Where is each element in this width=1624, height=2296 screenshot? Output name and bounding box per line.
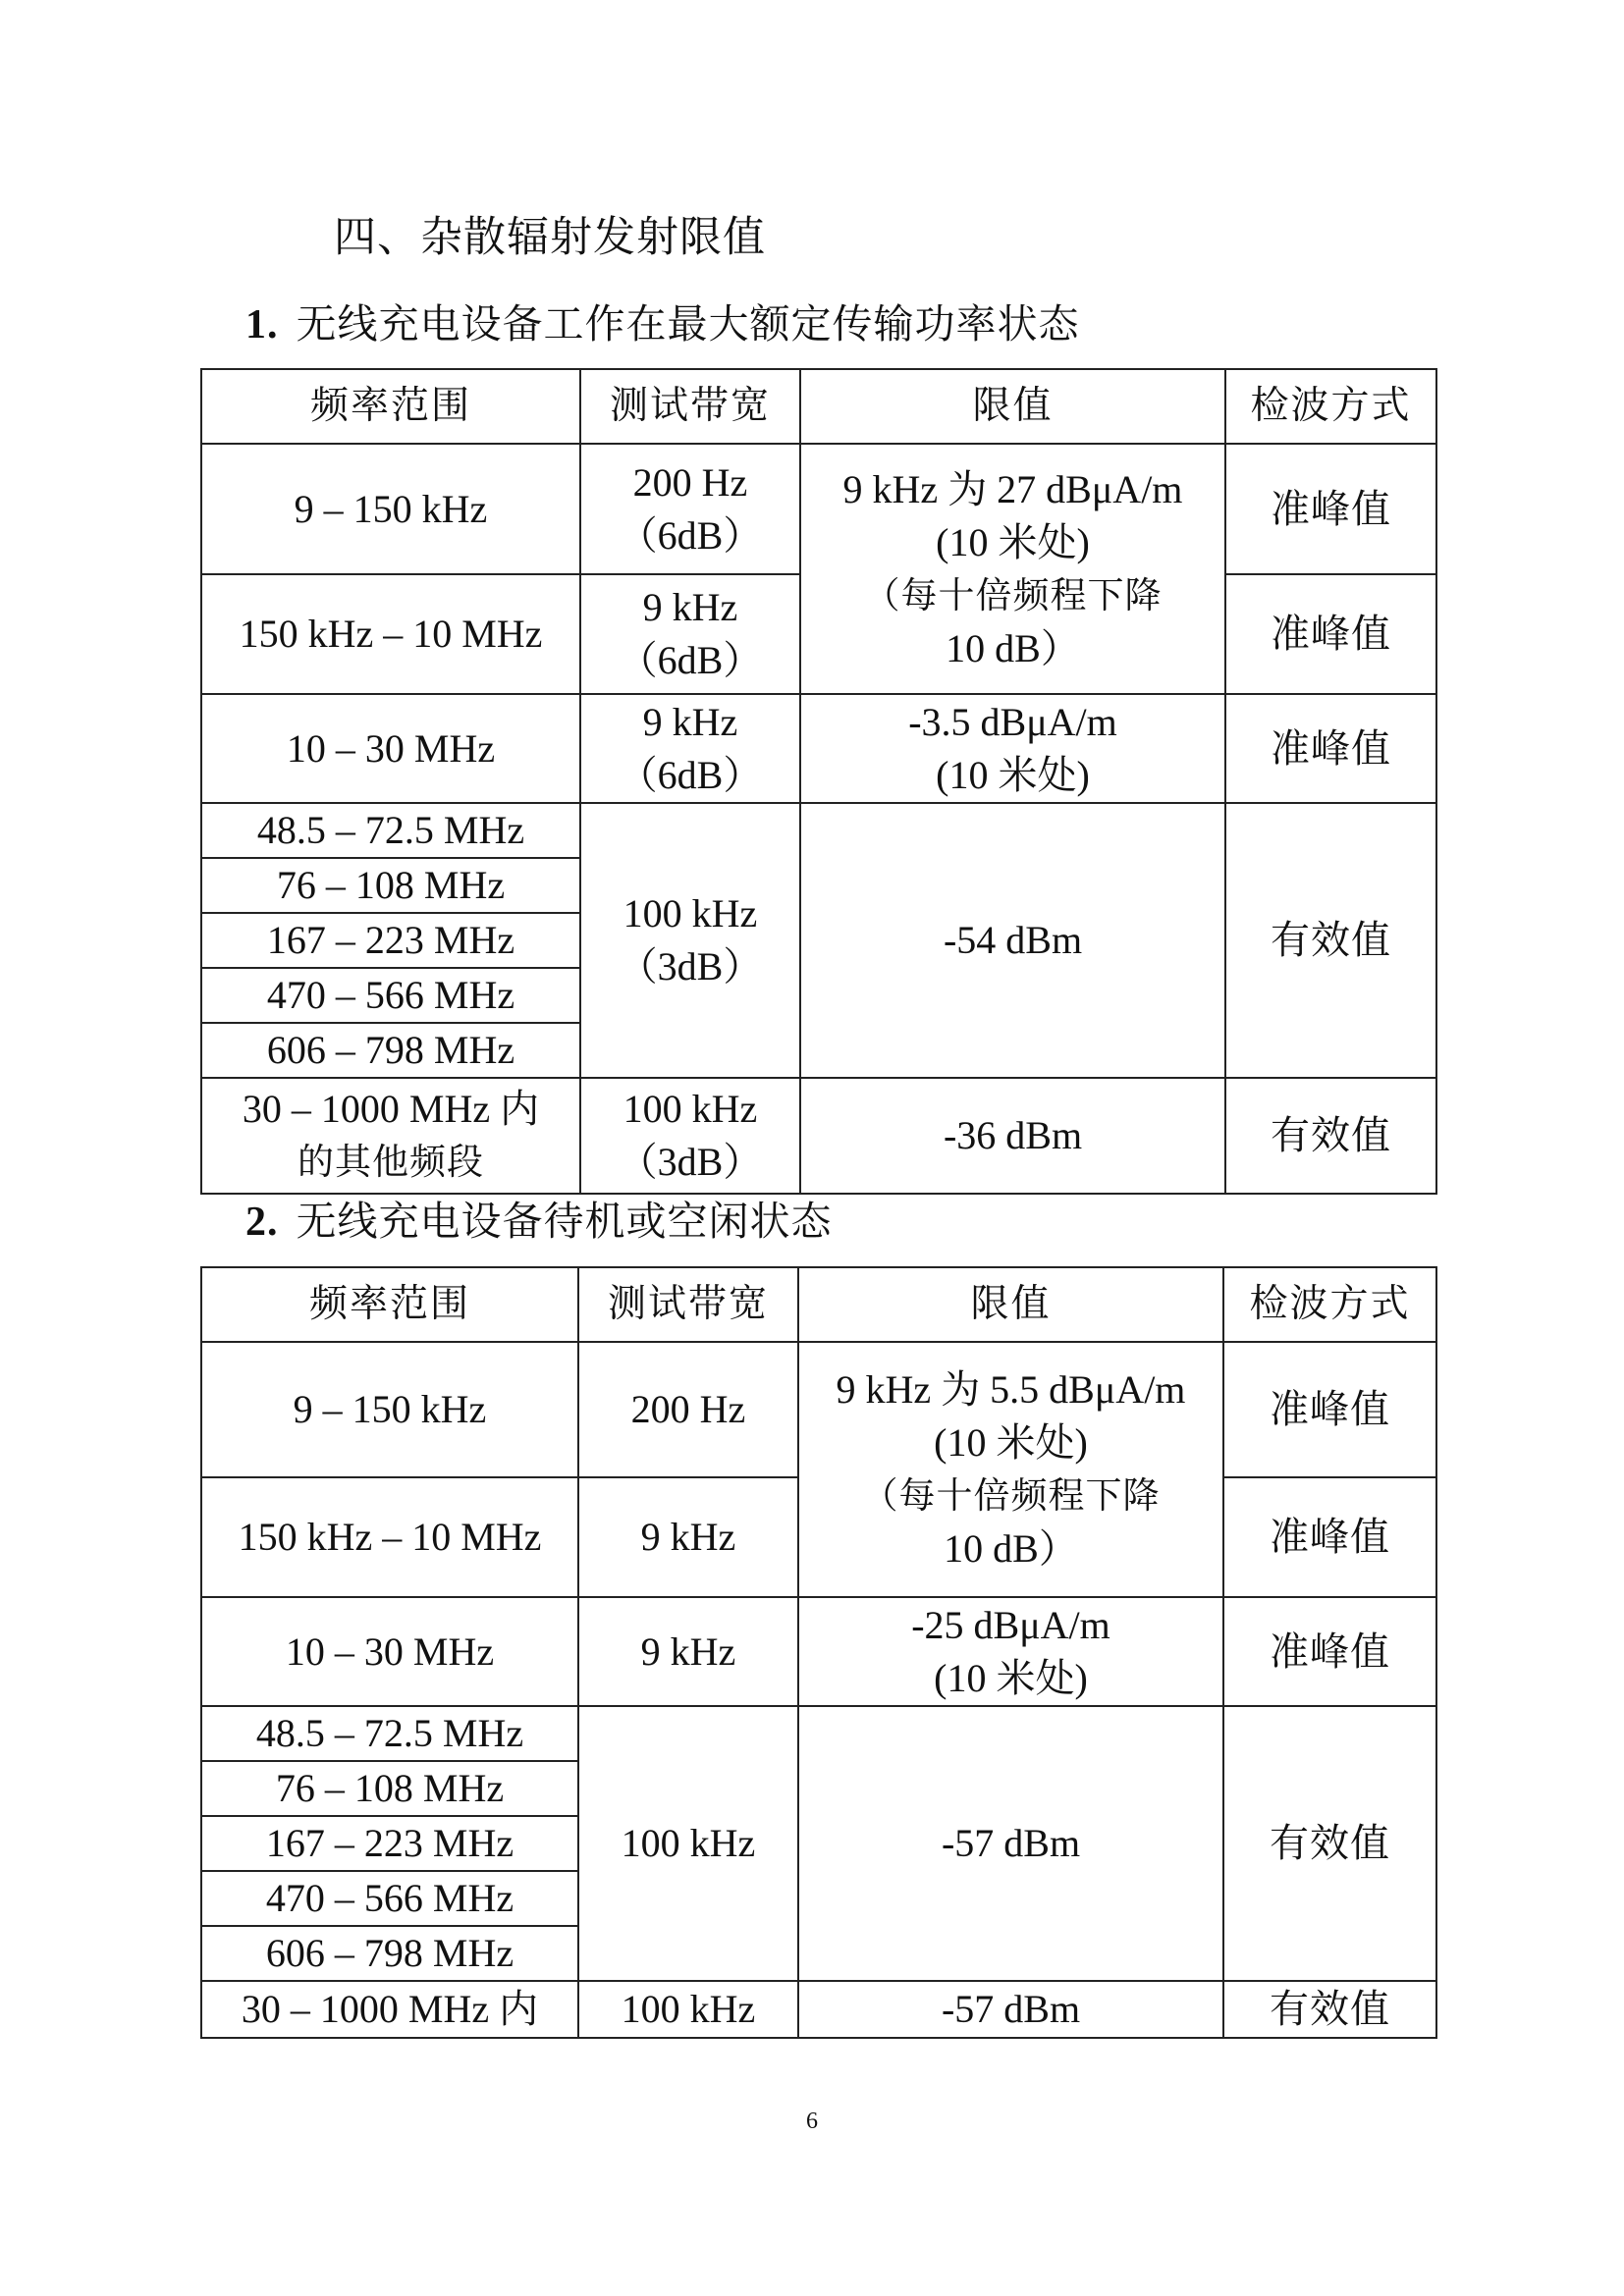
bandwidth-value: 100 kHz — [623, 1087, 758, 1131]
limit-cell — [798, 1342, 1223, 1597]
limit-value: -3.5 dBμA/m — [908, 699, 1117, 744]
table-2-heading — [245, 1192, 833, 1252]
table-row — [201, 803, 1436, 858]
frequency-cell: 30 – 1000 MHz 内 — [201, 1981, 578, 2038]
frequency-cell: 150 kHz – 10 MHz — [201, 574, 580, 694]
bandwidth-cell — [580, 694, 800, 803]
limit-distance: (10 米处) — [936, 752, 1090, 797]
limit-cell: -36 dBm — [800, 1078, 1225, 1194]
bandwidth-value: 9 kHz — [642, 699, 738, 744]
table-row — [201, 1981, 1436, 2038]
bandwidth-cell: 100 kHz — [578, 1706, 798, 1981]
frequency-value: 30 – 1000 MHz 内 — [242, 1087, 540, 1131]
header-test-bandwidth: 测试带宽 — [578, 1267, 798, 1342]
header-detection-method: 检波方式 — [1225, 369, 1436, 444]
table-row — [201, 1342, 1436, 1477]
bandwidth-note: （3dB） — [618, 944, 763, 988]
table-2-title: 无线充电设备待机或空闲状态 — [296, 1198, 833, 1245]
bandwidth-cell — [580, 444, 800, 574]
header-detection-method: 检波方式 — [1223, 1267, 1436, 1342]
bandwidth-cell — [580, 803, 800, 1078]
bandwidth-value: 9 kHz — [642, 585, 738, 629]
detection-cell: 准峰值 — [1225, 444, 1436, 574]
header-frequency-range: 频率范围 — [201, 1267, 578, 1342]
frequency-cell: 9 – 150 kHz — [201, 444, 580, 574]
frequency-cell: 76 – 108 MHz — [201, 858, 580, 913]
bandwidth-note: （6dB） — [618, 512, 763, 558]
limit-distance: (10 米处) — [934, 1655, 1088, 1700]
frequency-cell: 48.5 – 72.5 MHz — [201, 1706, 578, 1761]
page-number: 6 — [806, 2109, 818, 2134]
bandwidth-cell: 100 kHz — [578, 1981, 798, 2038]
limit-cell — [798, 1597, 1223, 1706]
table-2 — [200, 1266, 1437, 2039]
detection-cell: 有效值 — [1223, 1706, 1436, 1981]
frequency-cell: 150 kHz – 10 MHz — [201, 1477, 578, 1597]
bandwidth-cell: 200 Hz — [578, 1342, 798, 1477]
detection-cell: 准峰值 — [1223, 1342, 1436, 1477]
header-limit: 限值 — [800, 369, 1225, 444]
detection-cell: 准峰值 — [1223, 1597, 1436, 1706]
table-row — [201, 694, 1436, 803]
detection-cell: 准峰值 — [1225, 694, 1436, 803]
limit-value: 9 kHz 为 5.5 dBμA/m — [836, 1367, 1186, 1412]
detection-cell: 有效值 — [1225, 803, 1436, 1078]
limit-cell: -57 dBm — [798, 1981, 1223, 2038]
bandwidth-value: 100 kHz — [623, 891, 758, 935]
table-row — [201, 1706, 1436, 1761]
frequency-note: 的其他频段 — [298, 1141, 484, 1183]
frequency-cell: 167 – 223 MHz — [201, 1816, 578, 1871]
table-row — [201, 1597, 1436, 1706]
bandwidth-value: 200 Hz — [632, 459, 748, 505]
bandwidth-cell: 9 kHz — [578, 1477, 798, 1597]
limit-cell: -57 dBm — [798, 1706, 1223, 1981]
table-row — [201, 1078, 1436, 1194]
table-2-number: 2. — [245, 1200, 279, 1245]
frequency-cell: 606 – 798 MHz — [201, 1926, 578, 1981]
frequency-cell — [201, 1078, 580, 1194]
bandwidth-note: （3dB） — [618, 1140, 763, 1184]
limit-distance: (10 米处) — [936, 519, 1090, 564]
detection-cell: 准峰值 — [1225, 574, 1436, 694]
bandwidth-cell — [580, 574, 800, 694]
limit-note: （每十倍频程下降 — [861, 1474, 1161, 1517]
table-header-row — [201, 1267, 1436, 1342]
detection-cell: 有效值 — [1223, 1981, 1436, 2038]
limit-cell — [800, 444, 1225, 694]
limit-distance: (10 米处) — [934, 1420, 1088, 1465]
header-frequency-range: 频率范围 — [201, 369, 580, 444]
header-test-bandwidth: 测试带宽 — [580, 369, 800, 444]
limit-note-value: 10 dB） — [944, 1526, 1078, 1571]
frequency-cell: 9 – 150 kHz — [201, 1342, 578, 1477]
frequency-cell: 606 – 798 MHz — [201, 1023, 580, 1078]
frequency-cell: 10 – 30 MHz — [201, 694, 580, 803]
limit-cell — [800, 694, 1225, 803]
limit-value: -25 dBμA/m — [911, 1602, 1110, 1647]
table-row — [201, 444, 1436, 574]
detection-cell: 有效值 — [1225, 1078, 1436, 1194]
limit-value: 9 kHz 为 27 dBμA/m — [842, 466, 1183, 511]
frequency-cell: 76 – 108 MHz — [201, 1761, 578, 1816]
limit-cell: -54 dBm — [800, 803, 1225, 1078]
header-limit: 限值 — [798, 1267, 1223, 1342]
frequency-cell: 470 – 566 MHz — [201, 1871, 578, 1926]
table-1-title: 无线充电设备工作在最大额定传输功率状态 — [296, 300, 1080, 347]
frequency-cell: 10 – 30 MHz — [201, 1597, 578, 1706]
table-1-number: 1. — [245, 302, 279, 347]
table-1-heading — [245, 294, 1080, 354]
section-heading: 四、杂散辐射发射限值 — [334, 213, 766, 262]
limit-note-value: 10 dB） — [946, 625, 1080, 670]
bandwidth-cell — [580, 1078, 800, 1194]
frequency-cell: 48.5 – 72.5 MHz — [201, 803, 580, 858]
bandwidth-cell: 9 kHz — [578, 1597, 798, 1706]
limit-note: （每十倍频程下降 — [863, 573, 1163, 616]
bandwidth-note: （6dB） — [618, 638, 763, 682]
detection-cell: 准峰值 — [1223, 1477, 1436, 1597]
table-header-row — [201, 369, 1436, 444]
table-1 — [200, 368, 1437, 1195]
frequency-cell: 167 – 223 MHz — [201, 913, 580, 968]
bandwidth-note: （6dB） — [618, 752, 763, 797]
frequency-cell: 470 – 566 MHz — [201, 968, 580, 1023]
